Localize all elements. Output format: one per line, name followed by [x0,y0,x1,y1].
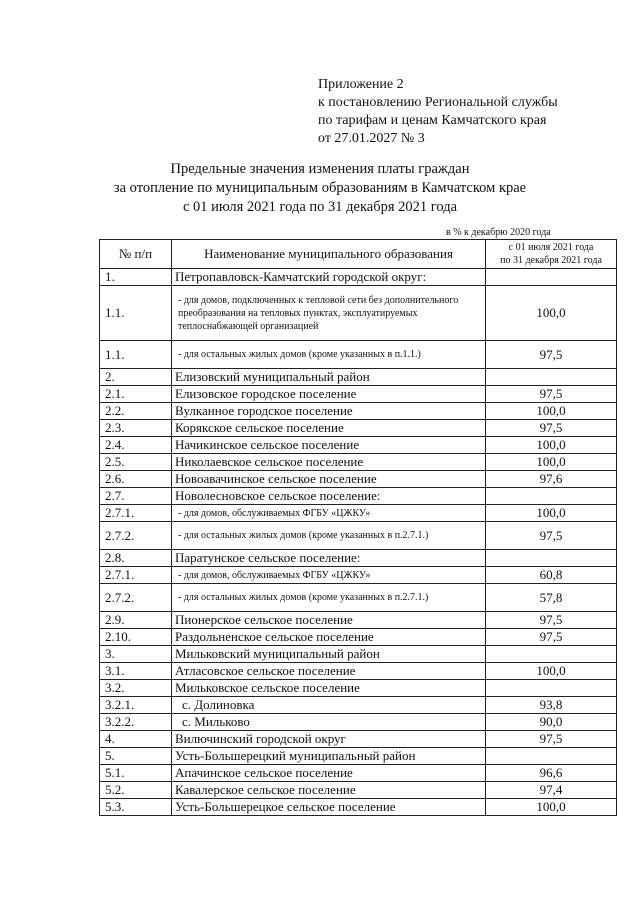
appendix-line: Приложение 2 [318,77,404,92]
row-name: - для домов, обслуживаемых ФГБУ «ЦЖКУ» [172,505,486,522]
row-number: 5.2. [100,782,172,799]
table-row [100,646,617,663]
row-name: Апачинское сельское поселение [172,765,486,782]
row-number: 3.2.2. [100,714,172,731]
row-value: 57,8 [486,584,617,612]
row-name: Вилючинский городской округ [172,731,486,748]
row-value [486,488,617,505]
row-value [486,748,617,765]
row-name: с. Долиновка [172,697,486,714]
row-number: 2.10. [100,629,172,646]
row-name: - для остальных жилых домов (кроме указанных в п.2.7.1.) [172,522,486,550]
row-value: 100,0 [486,286,617,341]
table-row [100,550,617,567]
row-number: 2.7.2. [100,584,172,612]
row-value: 97,5 [486,731,617,748]
table-row [100,629,617,646]
row-name: - для остальных жилых домов (кроме указанных в п.2.7.1.) [172,584,486,612]
title-line: Предельные значения изменения платы граждан [170,161,470,177]
row-name: Мильковское сельское поселение [172,680,486,697]
row-value [486,550,617,567]
row-name: Атласовское сельское поселение [172,663,486,680]
table-row [100,420,617,437]
row-value: 100,0 [486,454,617,471]
table-row [100,612,617,629]
appendix-header [318,76,618,148]
row-number: 2.9. [100,612,172,629]
table-row [100,471,617,488]
header-name: Наименование муниципального образования [172,240,486,269]
table-row [100,269,617,286]
row-number: 2.7.2. [100,522,172,550]
title-line: за отопление по муниципальным образованиям в Камчатском крае [113,180,527,196]
row-name: Елизовское городское поселение [172,386,486,403]
row-number: 3.2. [100,680,172,697]
row-number: 2. [100,369,172,386]
row-value [486,269,617,286]
row-value: 100,0 [486,799,617,816]
row-value: 97,6 [486,471,617,488]
header-number: № п/п [100,240,172,269]
table-row [100,454,617,471]
table-row [100,584,617,612]
row-name: Паратунское сельское поселение: [172,550,486,567]
table-row [100,697,617,714]
appendix-line: от 27.01.2027 № 3 [318,131,425,146]
table-row [100,765,617,782]
row-number: 1.1. [100,286,172,341]
row-name: - для домов, подключенных к тепловой сети без дополнительного преобразования на тепловых пунктах, эксплуатируемых теплоснабжающей организацией [172,286,486,341]
table-row [100,522,617,550]
row-name: Николаевское сельское поселение [172,454,486,471]
table-body [100,269,617,816]
unit-note: в % к декабрю 2020 года [446,227,551,238]
row-value: 97,5 [486,612,617,629]
row-value: 60,8 [486,567,617,584]
row-number: 4. [100,731,172,748]
row-number: 2.1. [100,386,172,403]
table-row [100,437,617,454]
row-name: Новоавачинское сельское поселение [172,471,486,488]
row-number: 2.2. [100,403,172,420]
row-name: Начикинское сельское поселение [172,437,486,454]
row-value [486,646,617,663]
row-value [486,369,617,386]
row-value: 90,0 [486,714,617,731]
row-value: 97,4 [486,782,617,799]
row-name: - для остальных жилых домов (кроме указанных в п.1.1.) [172,341,486,369]
tariff-table [99,239,617,816]
row-name: с. Мильково [172,714,486,731]
table-row [100,386,617,403]
row-value: 100,0 [486,437,617,454]
document-title [60,160,580,217]
table-row [100,680,617,697]
table-row [100,286,617,341]
row-value: 97,5 [486,386,617,403]
header-value-line: по 31 декабря 2021 года [500,255,602,266]
appendix-line: по тарифам и ценам Камчатского края [318,113,547,128]
table-row [100,369,617,386]
title-line: с 01 июля 2021 года по 31 декабря 2021 года [182,199,458,215]
row-number: 2.7.1. [100,505,172,522]
row-number: 5. [100,748,172,765]
row-number: 5.3. [100,799,172,816]
table-row [100,341,617,369]
table-row [100,663,617,680]
table-row [100,488,617,505]
row-name: Вулканное городское поселение [172,403,486,420]
header-value [486,240,617,269]
row-value: 96,6 [486,765,617,782]
row-name: Новолесновское сельское поселение: [172,488,486,505]
header-value-line: с 01 июля 2021 года [508,242,594,253]
table-row [100,505,617,522]
row-number: 2.3. [100,420,172,437]
row-number: 2.7.1. [100,567,172,584]
row-number: 2.4. [100,437,172,454]
row-number: 3.2.1. [100,697,172,714]
row-number: 3.1. [100,663,172,680]
appendix-line: к постановлению Региональной службы [318,95,558,110]
row-name: Мильковский муниципальный район [172,646,486,663]
row-number: 2.7. [100,488,172,505]
row-value: 93,8 [486,697,617,714]
table-row [100,403,617,420]
row-value: 100,0 [486,403,617,420]
row-value: 97,5 [486,629,617,646]
row-name: Пионерское сельское поселение [172,612,486,629]
row-value: 100,0 [486,505,617,522]
row-name: Корякское сельское поселение [172,420,486,437]
row-number: 2.6. [100,471,172,488]
row-number: 2.5. [100,454,172,471]
row-value: 100,0 [486,663,617,680]
table-row [100,748,617,765]
table-row [100,799,617,816]
table-header-row [100,240,617,269]
row-number: 2.8. [100,550,172,567]
row-name: Усть-Большерецкий муниципальный район [172,748,486,765]
table-row [100,782,617,799]
row-name: Елизовский муниципальный район [172,369,486,386]
row-value [486,680,617,697]
row-number: 5.1. [100,765,172,782]
row-value: 97,5 [486,522,617,550]
row-name: Кавалерское сельское поселение [172,782,486,799]
table-row [100,731,617,748]
row-name: Усть-Большерецкое сельское поселение [172,799,486,816]
row-name: Петропавловск-Камчатский городской округ: [172,269,486,286]
row-number: 3. [100,646,172,663]
row-value: 97,5 [486,420,617,437]
table-row [100,714,617,731]
table-row [100,567,617,584]
row-name: Раздольненское сельское поселение [172,629,486,646]
row-number: 1. [100,269,172,286]
row-name: - для домов, обслуживаемых ФГБУ «ЦЖКУ» [172,567,486,584]
row-value: 97,5 [486,341,617,369]
row-number: 1.1. [100,341,172,369]
